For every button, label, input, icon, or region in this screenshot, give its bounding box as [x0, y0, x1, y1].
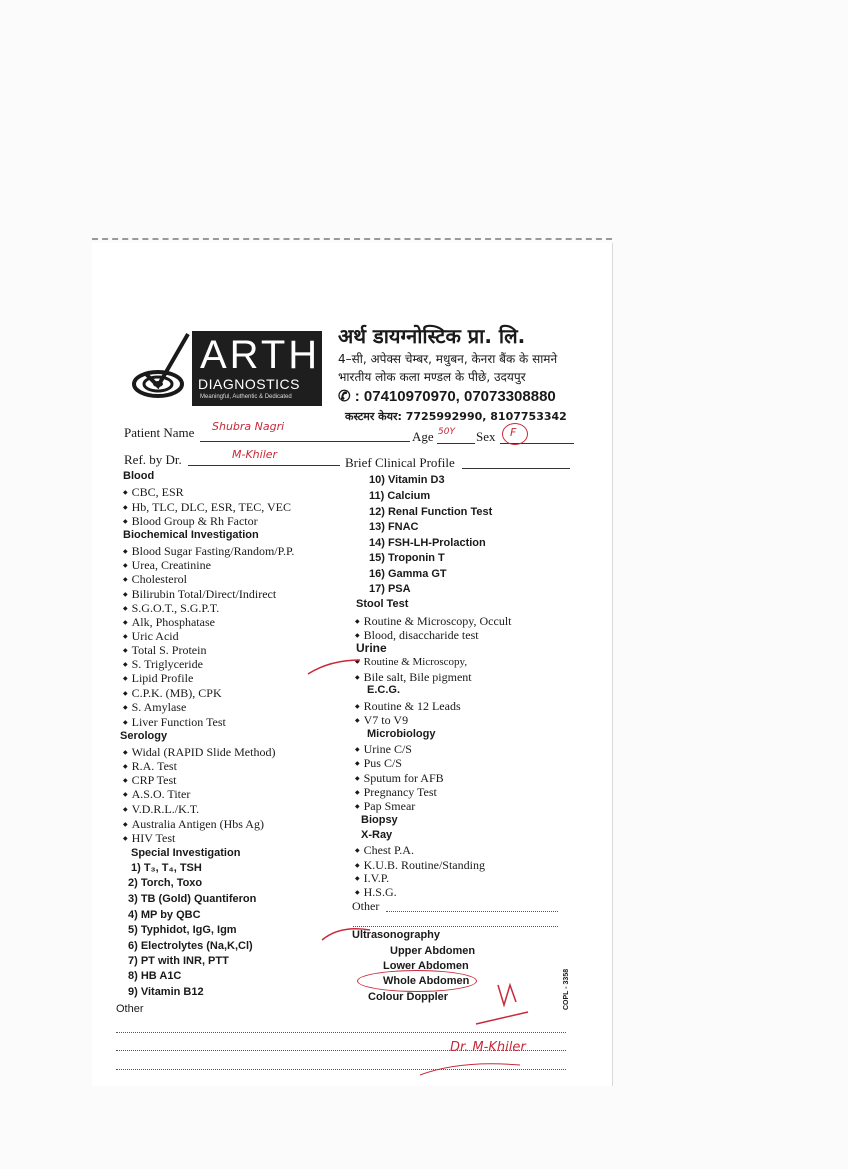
test-item[interactable]: ◆ Pap Smear	[355, 799, 415, 814]
test-item[interactable]: ◆ Liver Function Test	[123, 715, 226, 730]
target-check-logo-icon	[128, 330, 192, 406]
special-item[interactable]: 7) PT with INR, PTT	[128, 955, 229, 967]
other-label-left: Other	[116, 1003, 144, 1015]
test-item[interactable]: ◆ HIV Test	[123, 831, 175, 846]
patient-name-value[interactable]: Shubra Nagri	[212, 420, 285, 433]
pen-marks	[300, 640, 600, 1080]
special-item[interactable]: 9) Vitamin B12	[128, 986, 204, 998]
test-item[interactable]: ◆ Widal (RAPID Slide Method)	[123, 745, 275, 760]
special-item[interactable]: 2) Torch, Toxo	[128, 877, 203, 889]
ref-doctor-line	[188, 465, 340, 466]
test-item[interactable]: ◆ Chest P.A.	[355, 843, 414, 858]
urine-heading: Urine	[356, 641, 387, 655]
lab-name-hindi: अर्थ डायग्नोस्टिक प्रा. लि.	[338, 324, 526, 348]
usg-item[interactable]: Whole Abdomen	[383, 975, 470, 987]
logo-tagline: Meaningful, Authentic & Dedicated	[200, 394, 292, 400]
logo-box	[192, 331, 322, 406]
logo-sub-text: DIAGNOSTICS	[198, 376, 300, 392]
special-item[interactable]: 4) MP by QBC	[128, 909, 201, 921]
numbered-test[interactable]: 17) PSA	[369, 583, 411, 595]
biopsy-heading[interactable]: Biopsy	[361, 814, 398, 826]
numbered-test[interactable]: 12) Renal Function Test	[369, 506, 493, 518]
special-item[interactable]: 8) HB A1C	[128, 970, 182, 982]
special-item[interactable]: 1) T₃, T₄, TSH	[131, 862, 202, 874]
ref-doctor-label: Ref. by Dr.	[124, 452, 182, 467]
test-item[interactable]: ◆ Alk, Phosphatase	[123, 615, 215, 630]
age-label: Age	[412, 429, 434, 444]
numbered-test[interactable]: 14) FSH-LH-Prolaction	[369, 537, 486, 549]
ref-doctor-value[interactable]: M-Khiler	[232, 448, 278, 461]
special-item[interactable]: 3) TB (Gold) Quantiferon	[128, 893, 257, 905]
test-item[interactable]: ◆ S. Amylase	[123, 700, 186, 715]
numbered-test[interactable]: 15) Troponin T	[369, 552, 445, 564]
form-code: COPL - 3358	[563, 968, 570, 1010]
test-item[interactable]: ◆ Sputum for AFB	[355, 771, 444, 786]
numbered-test[interactable]: 16) Gamma GT	[369, 568, 447, 580]
age-line	[437, 443, 475, 444]
biochem-heading: Biochemical Investigation	[123, 529, 259, 541]
customer-care: कस्टमर केयर: 7725992990, 8107753342	[345, 410, 567, 423]
numbered-test[interactable]: 13) FNAC	[369, 521, 419, 533]
test-item[interactable]: ◆ Hb, TLC, DLC, ESR, TEC, VEC	[123, 500, 291, 515]
phone-numbers: ✆ : 07410970970, 07073308880	[338, 388, 556, 405]
sex-label: Sex	[476, 429, 496, 444]
numbered-test[interactable]: 10) Vitamin D3	[369, 474, 445, 486]
special-item[interactable]: 6) Electrolytes (Na,K,Cl)	[128, 940, 253, 952]
test-item[interactable]: ◆ S. Triglyceride	[123, 657, 203, 672]
address-line-2: भारतीय लोक कला मण्डल के पीछे, उदयपुर	[338, 370, 526, 384]
special-item[interactable]: 5) Typhidot, IgG, Igm	[128, 924, 237, 936]
other-label-right: Other	[352, 899, 380, 913]
test-item[interactable]: ◆ Blood, disaccharide test	[355, 628, 479, 643]
test-item[interactable]: ◆ I.V.P.	[355, 871, 389, 886]
serology-heading: Serology	[120, 730, 168, 742]
test-item[interactable]: ◆ Urea, Creatinine	[123, 558, 211, 573]
test-item[interactable]: ◆ Pus C/S	[355, 756, 402, 771]
test-item[interactable]: ◆ Blood Group & Rh Factor	[123, 514, 258, 529]
test-item[interactable]: ◆ Australia Antigen (Hbs Ag)	[123, 817, 264, 832]
test-item[interactable]: ◆ CRP Test	[123, 773, 176, 788]
clinical-profile-label: Brief Clinical Profile	[345, 455, 455, 470]
patient-name-line	[200, 441, 410, 442]
test-item[interactable]: ◆ Total S. Protein	[123, 643, 206, 658]
test-item[interactable]: ◆ V.D.R.L./K.T.	[123, 802, 199, 817]
special-heading: Special Investigation	[131, 847, 241, 859]
ecg-heading: E.C.G.	[367, 684, 401, 696]
microbiology-heading: Microbiology	[367, 728, 436, 740]
test-item[interactable]: ◆ CBC, ESR	[123, 485, 184, 500]
test-item[interactable]: ◆ V7 to V9	[355, 713, 408, 728]
test-item[interactable]: ◆ Routine & 12 Leads	[355, 699, 461, 714]
usg-item[interactable]: Colour Doppler	[368, 991, 449, 1003]
test-item[interactable]: ◆ Blood Sugar Fasting/Random/P.P.	[123, 544, 294, 559]
stool-heading: Stool Test	[356, 598, 409, 610]
test-item[interactable]: ◆ Cholesterol	[123, 572, 187, 587]
address-line-1: 4–सी, अपेक्स चेम्बर, मधुबन, केनरा बैंक के सामने	[338, 352, 558, 366]
test-item[interactable]: ◆ Uric Acid	[123, 629, 179, 644]
numbered-test[interactable]: 11) Calcium	[369, 490, 431, 502]
test-item[interactable]: ◆ R.A. Test	[123, 759, 177, 774]
usg-item[interactable]: Upper Abdomen	[390, 945, 476, 957]
test-item[interactable]: ◆ S.G.O.T., S.G.P.T.	[123, 601, 219, 616]
usg-item[interactable]: Lower Abdomen	[383, 960, 469, 972]
doctor-signature: Dr. M-Khiler	[450, 1040, 526, 1055]
test-item[interactable]: ◆ Routine & Microscopy,	[355, 656, 467, 668]
test-item[interactable]: ◆ Lipid Profile	[123, 671, 193, 686]
patient-name-label: Patient Name	[124, 425, 195, 440]
test-item[interactable]: ◆ K.U.B. Routine/Standing	[355, 858, 485, 873]
clinical-profile-line	[462, 468, 570, 469]
logo-main-text: ARTH	[200, 333, 321, 377]
blood-heading: Blood	[123, 470, 155, 482]
test-item[interactable]: ◆ Bilirubin Total/Direct/Indirect	[123, 587, 276, 602]
test-item[interactable]: ◆ Urine C/S	[355, 742, 412, 757]
age-value[interactable]: 50Y	[438, 427, 455, 437]
test-item[interactable]: ◆ Routine & Microscopy, Occult	[355, 614, 512, 629]
test-item[interactable]: ◆ Bile salt, Bile pigment	[355, 670, 472, 685]
sex-value[interactable]: F	[510, 426, 517, 439]
test-item[interactable]: ◆ C.P.K. (MB), CPK	[123, 686, 222, 701]
test-item[interactable]: ◆ Pregnancy Test	[355, 785, 437, 800]
ultrasonography-heading: Ultrasonography	[352, 929, 441, 941]
test-item[interactable]: ◆ H.S.G.	[355, 885, 397, 900]
test-item[interactable]: ◆ A.S.O. Titer	[123, 787, 190, 802]
xray-heading: X-Ray	[361, 829, 393, 841]
